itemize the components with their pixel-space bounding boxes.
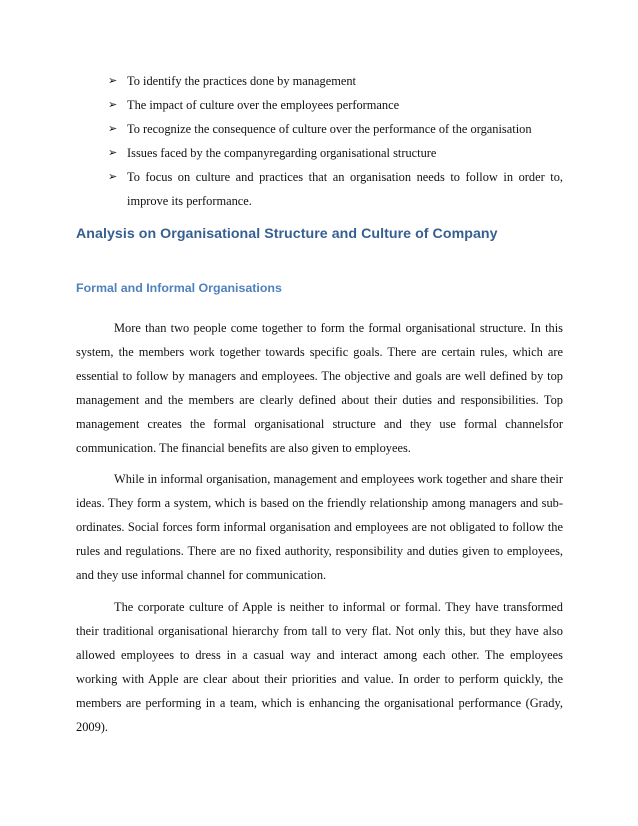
paragraph-formal: More than two people come together to form the formal organisational structure. In this system, the members work together towards specific goals. There are certain rules, which are essential to follow by managers and employees. The objective and goals are well defined by top management and the members are clearly defined about their duties and responsibilities. Top management creates the formal organisational structure and they use formal channelsfor communication. The financial benefits are also given to employees. xyxy=(76,321,563,456)
paragraph-apple-culture: The corporate culture of Apple is neither to informal or formal. They have transformed their traditional organisational hierarchy from tall to very flat. Not only this, but they have also allowed employees to dress in a casual way and interact among each other. The employees working with Apple are clear about their priorities and value. In order to perform quickly, the members are performing in a team, which is enhancing the organisational performance (Grady, 2009). xyxy=(76,600,563,735)
section-heading: Analysis on Organisational Structure and Culture of Company xyxy=(76,226,498,242)
list-item xyxy=(108,141,563,165)
list-item-text: To focus on culture and practices that an organisation needs to follow in order to, improve its performance. xyxy=(127,170,563,208)
list-item xyxy=(108,93,563,117)
list-item-text: The impact of culture over the employees performance xyxy=(127,98,400,112)
arrow-bullet-icon: ➢ xyxy=(108,74,118,87)
arrow-bullet-icon: ➢ xyxy=(108,146,118,159)
objectives-list xyxy=(108,69,563,213)
list-item xyxy=(108,165,563,213)
list-item-text: To recognize the consequence of culture over the performance of the organisation xyxy=(127,122,532,136)
list-item xyxy=(108,117,563,141)
subsection-heading: Formal and Informal Organisations xyxy=(76,281,282,295)
arrow-bullet-icon: ➢ xyxy=(108,98,118,111)
arrow-bullet-icon: ➢ xyxy=(108,122,118,135)
paragraph-informal: While in informal organisation, management and employees work together and share their ideas. They form a system, which is based on the friendly relationship among managers and sub-ordinates. Social forces form informal organisation and employees are not obligated to follow the rules and regulations. There are no fixed authority, responsibility and duties given to employees, and they use informal channel for communication. xyxy=(76,472,563,583)
list-item-text: To identify the practices done by management xyxy=(127,74,356,88)
list-item xyxy=(108,69,563,93)
list-item-text: Issues faced by the companyregarding organisational structure xyxy=(127,146,437,160)
arrow-bullet-icon: ➢ xyxy=(108,170,118,183)
